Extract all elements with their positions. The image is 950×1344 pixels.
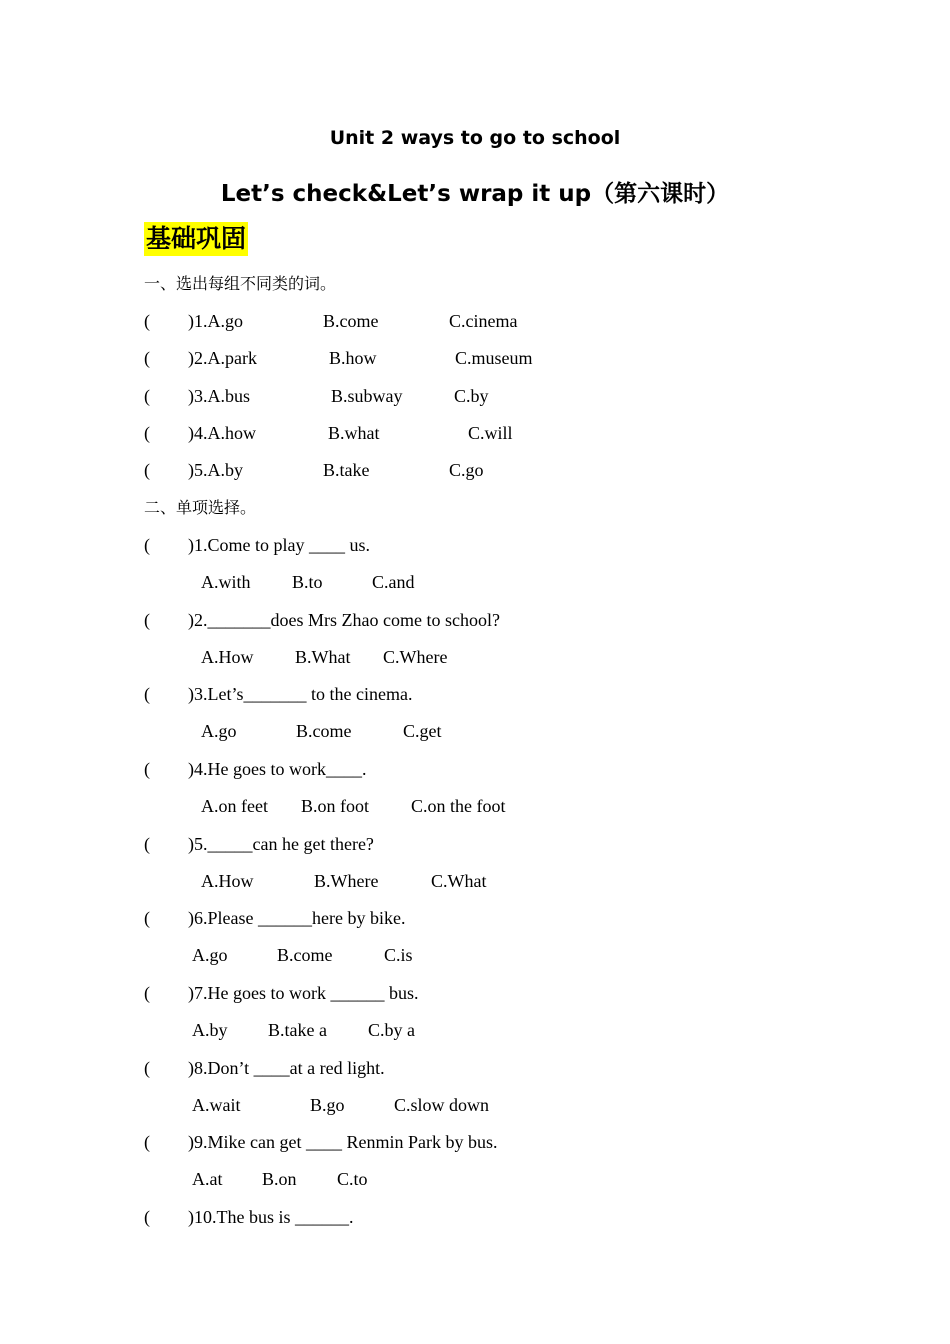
part1-heading: 一、选出每组不同类的词。	[144, 274, 337, 293]
answer-paren: (	[144, 759, 150, 779]
question-stem	[188, 533, 370, 557]
option-b: B.come	[323, 311, 379, 331]
question-number: )5.	[188, 834, 208, 854]
question-text-pre: Don’t	[207, 1058, 254, 1078]
question-stem	[188, 1056, 385, 1080]
option-c: C.on the foot	[411, 796, 506, 816]
option-a: A.on feet	[201, 796, 268, 816]
question-text-post: at a red light.	[289, 1058, 385, 1078]
answer-paren: (	[144, 423, 150, 443]
question-number: )9.	[188, 1132, 208, 1152]
question-text-post: .	[361, 759, 367, 779]
option-b: B.come	[296, 721, 352, 741]
question-text-post: Renmin Park by bus.	[341, 1132, 498, 1152]
option-c: C.museum	[455, 348, 533, 368]
answer-blank: _______	[207, 610, 271, 630]
question-stem	[188, 981, 419, 1005]
question-number: )3.	[188, 684, 208, 704]
option-a: A.at	[192, 1169, 223, 1189]
answer-paren: (	[144, 535, 150, 555]
option-b: B.What	[295, 647, 351, 667]
option-c: C.to	[337, 1169, 368, 1189]
question-text-post: bus.	[384, 983, 419, 1003]
answer-paren: (	[144, 386, 150, 406]
answer-paren: (	[144, 1207, 150, 1227]
part2-heading: 二、单项选择。	[144, 498, 257, 517]
answer-paren: (	[144, 684, 150, 704]
item-number-option-a: )3.A.bus	[188, 386, 250, 406]
option-b: B.on	[262, 1169, 297, 1189]
question-number: )1.	[188, 535, 208, 555]
option-c: C.by	[454, 386, 489, 406]
question-text-pre: He goes to work	[207, 983, 331, 1003]
option-a: A.wait	[192, 1095, 241, 1115]
item-number-option-a: )1.A.go	[188, 311, 243, 331]
answer-blank: ____	[309, 535, 345, 555]
option-b: B.on foot	[301, 796, 370, 816]
option-a: A.go	[201, 721, 237, 741]
question-number: )6.	[188, 908, 208, 928]
question-number: )10.	[188, 1207, 217, 1227]
option-b: B.take a	[268, 1020, 327, 1040]
question-text-pre: Mike can get	[207, 1132, 306, 1152]
option-c: C.get	[403, 721, 442, 741]
option-b: B.subway	[331, 386, 403, 406]
answer-paren: (	[144, 1058, 150, 1078]
question-stem	[188, 832, 374, 856]
option-b: B.to	[292, 572, 323, 592]
answer-blank: ____	[325, 759, 362, 779]
option-c: C.cinema	[449, 311, 518, 331]
option-c: C.Where	[383, 647, 448, 667]
option-b: B.come	[277, 945, 333, 965]
option-a: A.How	[201, 647, 254, 667]
answer-blank: ______	[257, 908, 312, 928]
answer-blank: ______.	[295, 1207, 354, 1227]
option-a: A.go	[192, 945, 228, 965]
question-stem	[188, 757, 366, 781]
option-b: B.take	[323, 460, 370, 480]
answer-blank: _____	[207, 834, 253, 854]
question-text-pre: Come to play	[207, 535, 309, 555]
question-stem	[188, 906, 405, 930]
answer-paren: (	[144, 834, 150, 854]
lesson-subtitle: Let’s check&Let’s wrap it up（第六课时）	[220, 181, 730, 207]
answer-paren: (	[144, 983, 150, 1003]
answer-paren: (	[144, 348, 150, 368]
question-number: )2.	[188, 610, 208, 630]
option-b: B.Where	[314, 871, 379, 891]
option-c: C.by a	[368, 1020, 415, 1040]
question-text-post: does Mrs Zhao come to school?	[270, 610, 500, 630]
question-stem	[188, 682, 412, 706]
question-text-post: us.	[345, 535, 371, 555]
question-number: )4.	[188, 759, 208, 779]
question-number: )8.	[188, 1058, 208, 1078]
answer-blank: ____	[305, 1132, 342, 1152]
option-b: B.go	[310, 1095, 345, 1115]
item-number-option-a: )5.A.by	[188, 460, 243, 480]
question-text-pre: He goes to work	[207, 759, 326, 779]
option-c: C.go	[449, 460, 484, 480]
worksheet-title: Unit 2 ways to go to school	[329, 127, 621, 149]
question-text-post: to the cinema.	[306, 684, 413, 704]
answer-paren: (	[144, 311, 150, 331]
question-stem	[188, 1205, 354, 1229]
question-text-pre: The bus is	[216, 1207, 295, 1227]
option-c: C.What	[431, 871, 487, 891]
option-a: A.with	[201, 572, 251, 592]
answer-paren: (	[144, 908, 150, 928]
section-highlight: 基础巩固	[144, 222, 248, 256]
answer-paren: (	[144, 610, 150, 630]
option-a: A.How	[201, 871, 254, 891]
option-c: C.is	[384, 945, 413, 965]
answer-paren: (	[144, 1132, 150, 1152]
option-c: C.and	[372, 572, 415, 592]
option-c: C.slow down	[394, 1095, 490, 1115]
question-text-pre: Please	[207, 908, 258, 928]
question-text-post: here by bike.	[311, 908, 406, 928]
answer-paren: (	[144, 460, 150, 480]
question-text-post: can he get there?	[252, 834, 374, 854]
answer-blank: ____	[253, 1058, 290, 1078]
question-text-pre: Let’s	[207, 684, 244, 704]
option-c: C.will	[468, 423, 513, 443]
answer-blank: ______	[330, 983, 385, 1003]
question-stem	[188, 1130, 497, 1154]
option-a: A.by	[192, 1020, 228, 1040]
option-b: B.what	[328, 423, 380, 443]
question-stem	[188, 608, 500, 632]
option-b: B.how	[329, 348, 377, 368]
item-number-option-a: )2.A.park	[188, 348, 257, 368]
answer-blank: _______	[243, 684, 307, 704]
question-number: )7.	[188, 983, 208, 1003]
item-number-option-a: )4.A.how	[188, 423, 256, 443]
